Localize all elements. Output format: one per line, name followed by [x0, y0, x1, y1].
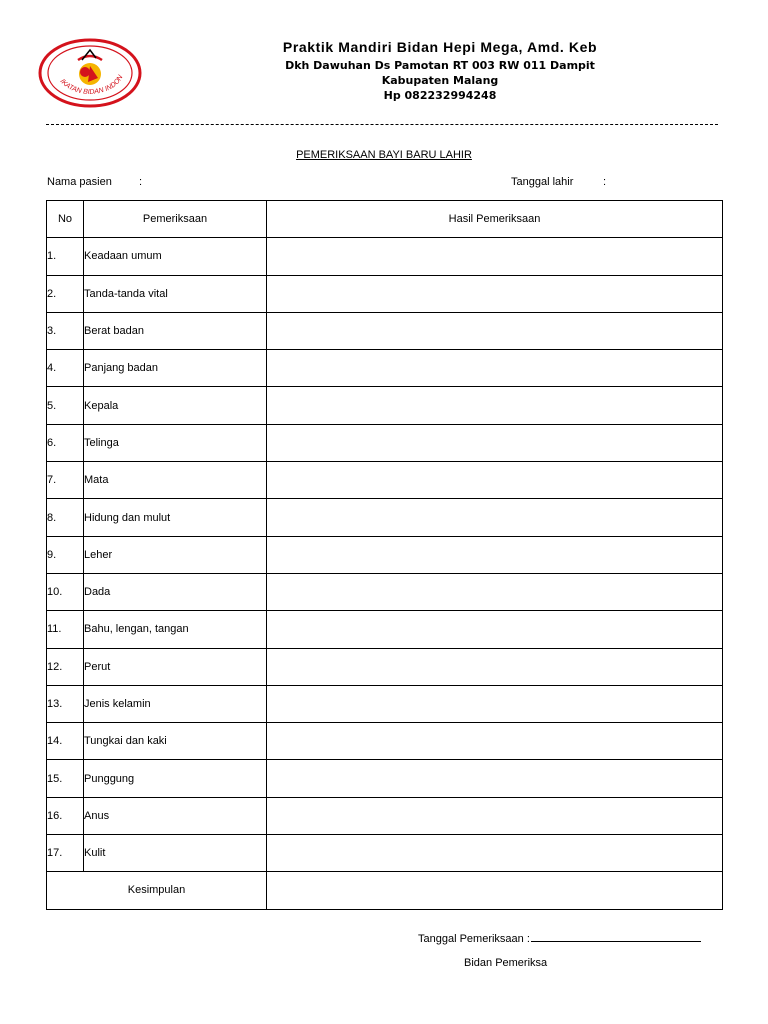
exam-table-body [47, 238, 723, 909]
table-row [47, 275, 723, 312]
exam-table [46, 200, 723, 910]
table-row [47, 760, 723, 797]
exam-item: Telinga [84, 424, 267, 461]
conclusion-cell[interactable] [267, 872, 723, 909]
result-cell[interactable] [267, 275, 723, 312]
result-cell[interactable] [267, 499, 723, 536]
row-number: 10. [47, 573, 84, 610]
row-number: 8. [47, 499, 84, 536]
table-header-row [47, 201, 723, 238]
table-row [47, 723, 723, 760]
header-result: Hasil Pemeriksaan [267, 201, 723, 238]
exam-item: Tungkai dan kaki [84, 723, 267, 760]
header-divider [46, 124, 718, 125]
table-row [47, 685, 723, 722]
result-cell[interactable] [267, 573, 723, 610]
result-cell[interactable] [267, 424, 723, 461]
header-no: No [47, 201, 84, 238]
clinic-regency: Kabupaten Malang [381, 74, 499, 87]
row-number: 6. [47, 424, 84, 461]
result-cell[interactable] [267, 835, 723, 872]
result-cell[interactable] [267, 238, 723, 275]
clinic-phone: Hp 082232994248 [383, 89, 497, 102]
row-number: 1. [47, 238, 84, 275]
row-number: 7. [47, 462, 84, 499]
row-number: 13. [47, 685, 84, 722]
exam-item: Tanda-tanda vital [84, 275, 267, 312]
exam-date-line [418, 932, 701, 945]
exam-item: Dada [84, 573, 267, 610]
row-number: 17. [47, 835, 84, 872]
table-row [47, 387, 723, 424]
table-row [47, 462, 723, 499]
result-cell[interactable] [267, 350, 723, 387]
patient-name-label: Nama pasien [47, 176, 112, 188]
birth-date-colon: : [603, 176, 607, 188]
row-number: 14. [47, 723, 84, 760]
exam-item: Hidung dan mulut [84, 499, 267, 536]
table-row [47, 350, 723, 387]
exam-item: Jenis kelamin [84, 685, 267, 722]
logo-text: IKATAN BIDAN INDON [58, 74, 125, 96]
result-cell[interactable] [267, 387, 723, 424]
table-row [47, 648, 723, 685]
row-number: 9. [47, 536, 84, 573]
exam-item: Keadaan umum [84, 238, 267, 275]
result-cell[interactable] [267, 685, 723, 722]
table-row [47, 499, 723, 536]
row-number: 15. [47, 760, 84, 797]
exam-item: Mata [84, 462, 267, 499]
exam-item: Panjang badan [84, 350, 267, 387]
result-cell[interactable] [267, 462, 723, 499]
row-number: 4. [47, 350, 84, 387]
exam-item: Leher [84, 536, 267, 573]
exam-date-label: Tanggal Pemeriksaan : [418, 933, 530, 945]
result-cell[interactable] [267, 723, 723, 760]
row-number: 11. [47, 611, 84, 648]
row-number: 12. [47, 648, 84, 685]
table-row [47, 238, 723, 275]
patient-name-colon: : [139, 176, 143, 188]
conclusion-label: Kesimpulan [47, 872, 267, 909]
table-row [47, 312, 723, 349]
result-cell[interactable] [267, 648, 723, 685]
row-number: 3. [47, 312, 84, 349]
exam-item: Bahu, lengan, tangan [84, 611, 267, 648]
exam-item: Kulit [84, 835, 267, 872]
row-number: 5. [47, 387, 84, 424]
exam-item: Berat badan [84, 312, 267, 349]
table-row [47, 797, 723, 834]
result-cell[interactable] [267, 611, 723, 648]
examiner-label: Bidan Pemeriksa [464, 957, 548, 969]
table-row [47, 424, 723, 461]
result-cell[interactable] [267, 312, 723, 349]
form-title: PEMERIKSAAN BAYI BARU LAHIR [296, 149, 472, 161]
result-cell[interactable] [267, 760, 723, 797]
exam-date-blank[interactable] [531, 932, 701, 942]
exam-item: Punggung [84, 760, 267, 797]
conclusion-row [47, 872, 723, 909]
clinic-name: Praktik Mandiri Bidan Hepi Mega, Amd. Keb [282, 39, 598, 55]
row-number: 2. [47, 275, 84, 312]
birth-date-label: Tanggal lahir [511, 176, 574, 188]
table-row [47, 835, 723, 872]
row-number: 16. [47, 797, 84, 834]
header-exam: Pemeriksaan [84, 201, 267, 238]
result-cell[interactable] [267, 797, 723, 834]
exam-item: Kepala [84, 387, 267, 424]
ibi-logo [38, 38, 142, 108]
exam-item: Anus [84, 797, 267, 834]
exam-item: Perut [84, 648, 267, 685]
clinic-address: Dkh Dawuhan Ds Pamotan RT 003 RW 011 Dampit [285, 59, 595, 72]
table-row [47, 536, 723, 573]
table-row [47, 611, 723, 648]
table-row [47, 573, 723, 610]
result-cell[interactable] [267, 536, 723, 573]
